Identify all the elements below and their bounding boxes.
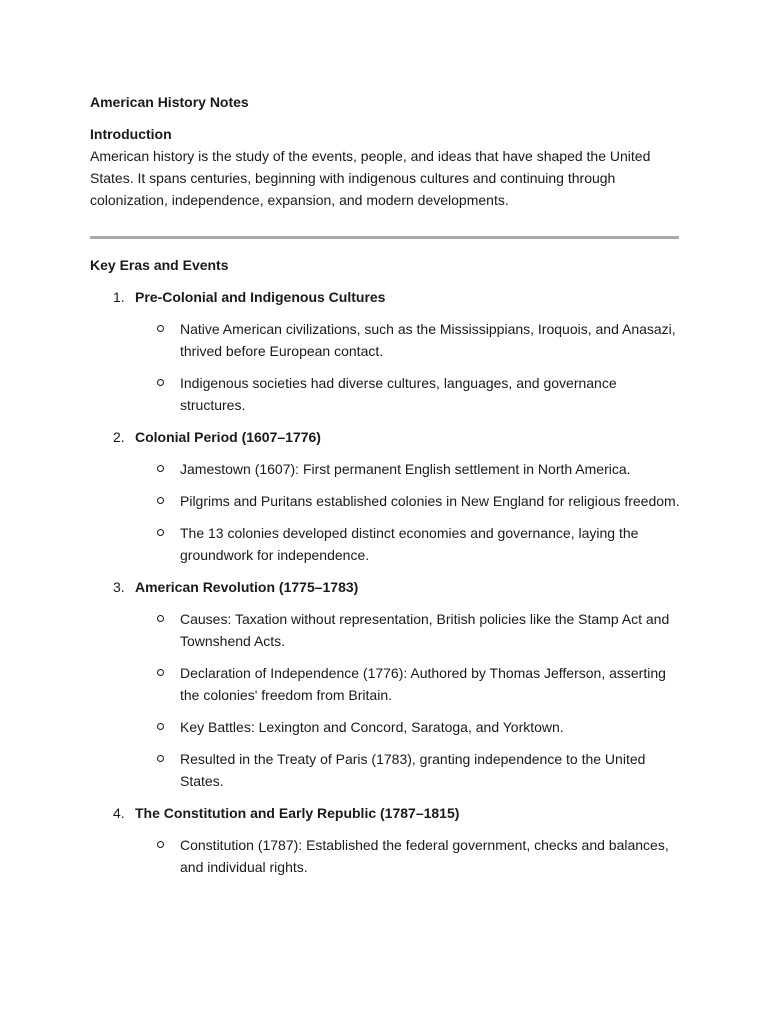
era-title: Colonial Period (1607–1776) [135,429,321,445]
list-item [135,522,680,566]
era-item [90,576,680,792]
point-text: Key Battles: Lexington and Concord, Saratoga, and Yorktown. [180,719,564,735]
era-number: 2. [113,429,125,445]
point-text: The 13 colonies developed distinct economies and governance, laying the groundwork for independence. [180,525,639,563]
point-text: Native American civilizations, such as the Mississippians, Iroquois, and Anasazi, thrived before European contact. [180,321,676,359]
hollow-bullet-icon [157,615,164,622]
intro-paragraph: American history is the study of the events, people, and ideas that have shaped the United States. It spans centuries, beginning with indigenous cultures and continuing through colonization, independence, expansion, and modern developments. [90,148,651,208]
hollow-bullet-icon [157,723,164,730]
list-item [135,608,680,652]
document-body [90,91,680,888]
list-item [135,748,680,792]
list-item [135,318,680,362]
point-text: Declaration of Independence (1776): Authored by Thomas Jefferson, asserting the colonies' freedom from Britain. [180,665,666,703]
section-heading: Key Eras and Events [90,257,229,273]
eras-list [90,286,680,878]
hollow-bullet-icon [157,325,164,332]
era-points [135,458,680,566]
era-item [90,426,680,566]
era-item [90,802,680,878]
era-number: 4. [113,805,125,821]
era-points [135,608,680,792]
era-number: 1. [113,289,125,305]
era-title: American Revolution (1775–1783) [135,579,359,595]
horizontal-divider [90,236,679,239]
hollow-bullet-icon [157,497,164,504]
list-item [135,716,680,738]
hollow-bullet-icon [157,379,164,386]
list-item [135,372,680,416]
hollow-bullet-icon [157,529,164,536]
era-number: 3. [113,579,125,595]
era-item [90,286,680,416]
point-text: Causes: Taxation without representation, British policies like the Stamp Act and Townshend Acts. [180,611,670,649]
hollow-bullet-icon [157,669,164,676]
era-points [135,318,680,416]
hollow-bullet-icon [157,465,164,472]
list-item [135,834,680,878]
list-item [135,662,680,706]
point-text: Constitution (1787): Established the federal government, checks and balances, and individual rights. [180,837,669,875]
era-title: The Constitution and Early Republic (1787–1815) [135,805,460,821]
intro-heading: Introduction [90,126,172,142]
point-text: Resulted in the Treaty of Paris (1783), granting independence to the United States. [180,751,646,789]
point-text: Indigenous societies had diverse cultures, languages, and governance structures. [180,375,617,413]
era-title: Pre-Colonial and Indigenous Cultures [135,289,386,305]
era-points [135,834,680,878]
point-text: Pilgrims and Puritans established colonies in New England for religious freedom. [180,493,680,509]
point-text: Jamestown (1607): First permanent English settlement in North America. [180,461,631,477]
list-item [135,458,680,480]
hollow-bullet-icon [157,755,164,762]
list-item [135,490,680,512]
document-title: American History Notes [90,94,249,110]
hollow-bullet-icon [157,841,164,848]
